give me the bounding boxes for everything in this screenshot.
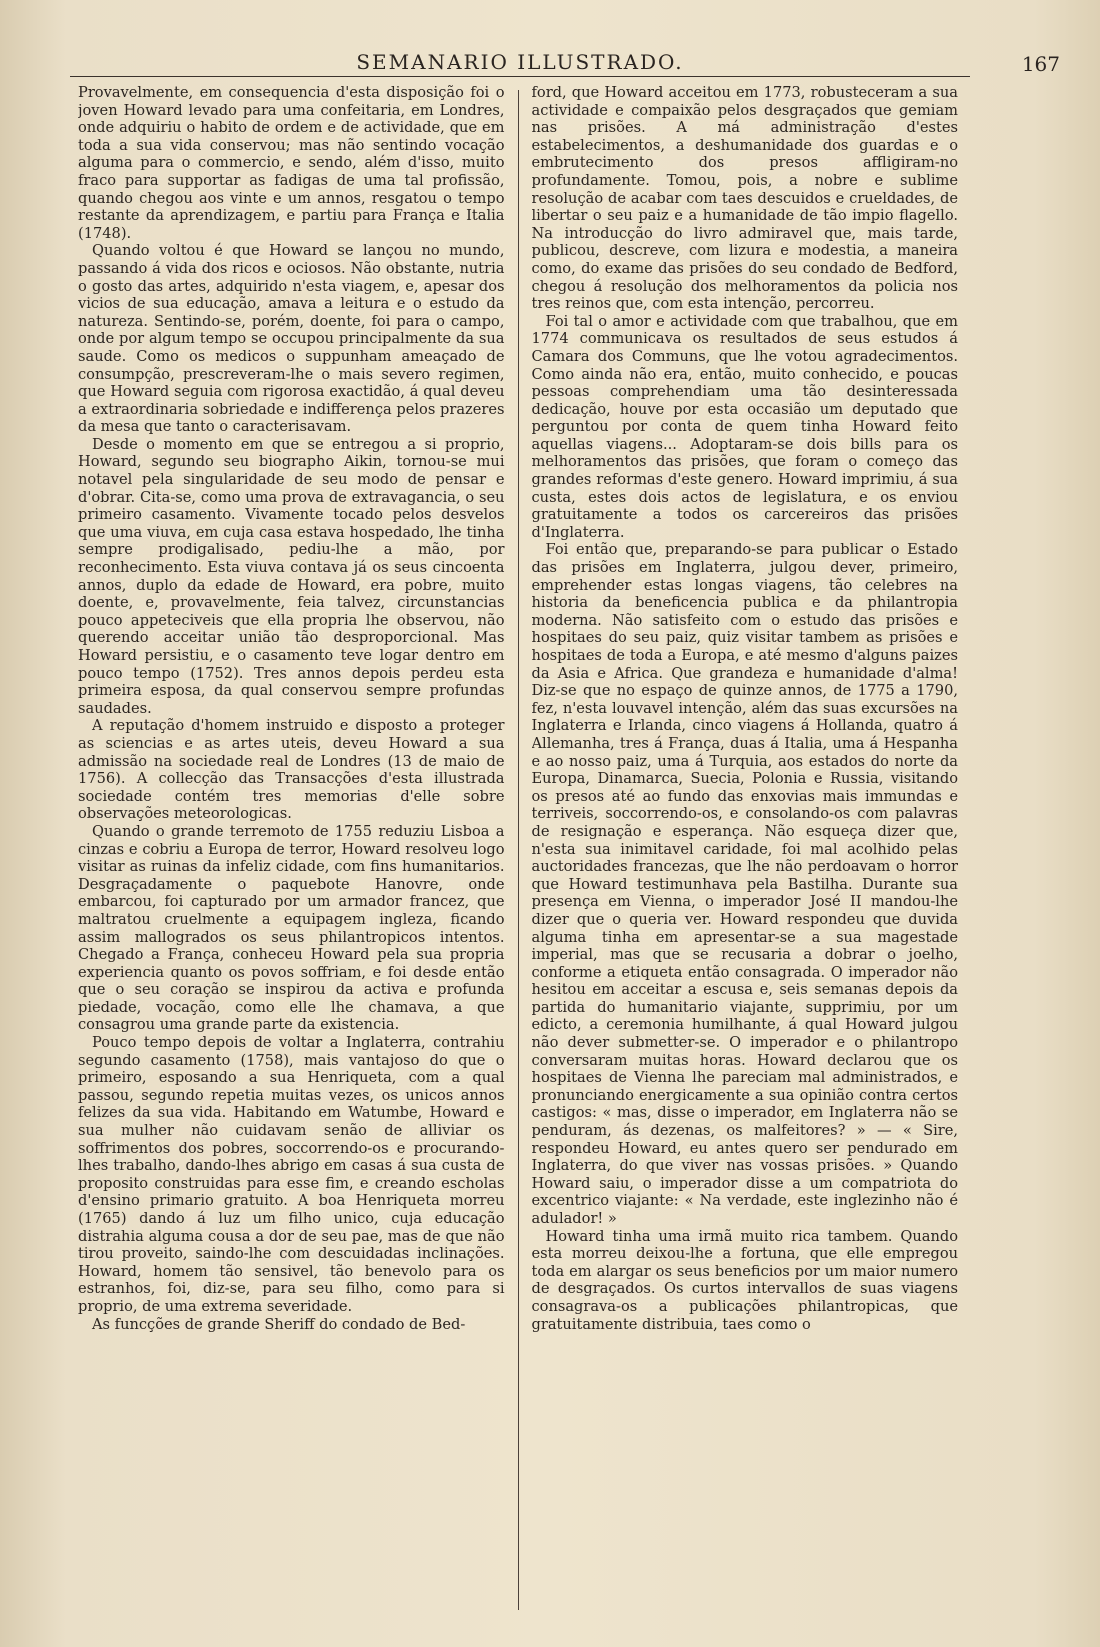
paragraph: As funcções de grande Sheriff do condado de Bed-	[92, 1315, 466, 1333]
paragraph: ford, que Howard acceitou em 1773, robusteceram a sua actividade e compaixão pelos desgraçados que gemiam nas prisões. A má administração d'estes estabelecimentos, a deshumanidade dos guardas e o embrutecimento dos presos affligiram-no profundamente. Tomou, pois, a nobre e sublime resolução de acabar com taes descuidos e crueldades, de libertar o seu paiz e a humanidade de tão impio flagello. Na introducção do livro admiravel que, mais tarde, publicou, descreve, com lizura e modestia, a maneira como, do exame das prisões do seu condado de Bedford, chegou á resolução dos melhoramentos da policia nos tres reinos que, com esta intenção, percorreu.	[531, 84, 958, 313]
paragraph: A reputação d'homem instruido e disposto a proteger as sciencias e as artes uteis, deveu Howard a sua admissão na sociedade real de Londres (13 de maio de 1756). A collecção das Transacções d'esta illustrada sociedade contém tres memorias d'elle sobre observações meteorologicas.	[78, 717, 505, 823]
page-number: 167	[1021, 52, 1060, 76]
column-rule	[518, 90, 519, 1610]
paragraph: Provavelmente, em consequencia d'esta disposição foi o joven Howard levado para uma confeitaria, em Londres, onde adquiriu o habito de ordem e de actividade, que em toda a sua vida conservou; mas não sentindo vocação alguma para o commercio, e sendo, além d'isso, muito fraco para supportar as fadigas de uma tal profissão, quando chegou aos vinte e um annos, resgatou o tempo restante da aprendizagem, e partiu para França e Italia (1748).	[78, 84, 505, 242]
paragraph: Foi então que, preparando-se para publicar o Estado das prisões em Inglaterra, julgou dever, primeiro, emprehender estas longas viagens, tão celebres na historia da beneficencia publica e da philantropia moderna. Não satisfeito com o estudo das prisões e hospitaes do seu paiz, quiz visitar tambem as prisões e hospitaes de toda a Europa, e até mesmo d'alguns paizes da Asia e Africa. Que grandeza e humanidade d'alma! Diz-se que no espaço de quinze annos, de 1775 a 1790, fez, n'esta louvavel intenção, além das suas excursões na Inglaterra e Irlanda, cinco viagens á Hollanda, quatro á Allemanha, tres á França, duas á Italia, uma á Hespanha e ao nosso paiz, uma á Turquia, aos estados do norte da Europa, Dinamarca, Suecia, Polonia e Russia, visitando os presos até ao fundo das enxovias mais immundas e terriveis, soccorrendo-os, e consolando-os com palavras de resignação e esperança. Não esqueça dizer que, n'esta sua inimitavel caridade, foi mal acolhido pelas auctoridades francezas, que lhe não perdoavam o horror que Howard testimunhava pela Bastilha. Durante sua presença em Vienna, o imperador José II mandou-lhe dizer que o queria ver. Howard respondeu que duvida alguma tinha em apresentar-se a sua magestade imperial, mas que se recusaria a dobrar o joelho, conforme a etiqueta então consagrada. O imperador não hesitou em acceitar a escusa e, seis semanas depois da partida do humanitario viajante, supprimiu, por um edicto, a ceremonia humilhante, á qual Howard julgou não dever submetter-se. O imperador e o philantropo conversaram muitas horas. Howard declarou que os hospitaes de Vienna lhe pareciam mal administrados, e pronunciando energicamente a sua opinião contra certos castigos: « mas, disse o imperador, em Inglaterra não se penduram, ás dezenas, os malfeitores? » — « Sire, respondeu Howard, eu antes quero ser pendurado em Inglaterra, do que viver nas vossas prisões. » Quando Howard saiu, o imperador disse a um compatriota do excentrico viajante: « Na verdade, este inglezinho não é adulador! »	[531, 541, 958, 1227]
paragraph: Quando voltou é que Howard se lançou no mundo, passando á vida dos ricos e ociosos. Não obstante, nutria o gosto das artes, adquirido n'esta viagem, e, apesar dos vicios de sua educação, amava a leitura e o estudo da natureza. Sentindo-se, porém, doente, foi para o campo, onde por algum tempo se occupou principalmente da sua saude. Como os medicos o suppunham ameaçado de consumpção, prescreveram-lhe o mais severo regimen, que Howard seguia com rigorosa exactidão, á qual deveu a extraordinaria sobriedade e indifferença pelos prazeres da mesa que tanto o caracterisavam.	[78, 242, 505, 436]
paragraph: Foi tal o amor e actividade com que trabalhou, que em 1774 communicava os resultados de seus estudos á Camara dos Communs, que lhe votou agradecimentos. Como ainda não era, então, muito conhecido, e poucas pessoas comprehendiam uma tão desinteressada dedicação, houve por esta occasião um deputado que perguntou por conta de quem tinha Howard feito aquellas viagens... Adoptaram-se dois bills para os melhoramentos das prisões, que foram o começo das grandes reformas d'este genero. Howard imprimiu, á sua custa, estes dois actos de legislatura, e os enviou gratuitamente a todos os carcereiros das prisões d'Inglaterra.	[531, 312, 958, 541]
paragraph: Howard tinha uma irmã muito rica tambem. Quando esta morreu deixou-lhe a fortuna, que elle empregou toda em alargar os seus beneficios por um maior numero de desgraçados. Os curtos intervallos de suas viagens consagrava-os a publicações philantropicas, que gratuitamente distribuia, taes como o	[531, 1227, 958, 1333]
running-title: SEMANARIO ILLUSTRADO.	[356, 50, 684, 74]
paragraph: Quando o grande terremoto de 1755 reduziu Lisboa a cinzas e cobriu a Europa de terror, Howard resolveu logo visitar as ruinas da infeliz cidade, com fins humanitarios. Desgraçadamente o paquebote Hanovre, onde embarcou, foi capturado por um armador francez, que maltratou cruelmente a equipagem ingleza, ficando assim mallogrados os seus philantropicos intentos. Chegado a França, conheceu Howard pela sua propria experiencia quanto os povos soffriam, e foi desde então que o seu coração se inspirou da activa e profunda piedade, vocação, como elle lhe chamava, a que consagrou uma grande parte da existencia.	[78, 822, 505, 1034]
paragraph: Pouco tempo depois de voltar a Inglaterra, contrahiu segundo casamento (1758), mais vantajoso do que o primeiro, esposando a sua Henriqueta, com a qual passou, segundo repetia muitas vezes, os unicos annos felizes da sua vida. Habitando em Watumbe, Howard e sua mulher não cuidavam senão de alliviar os soffrimentos dos pobres, soccorrendo-os e procurando-lhes trabalho, dando-lhes abrigo em casas á sua custa de proposito construidas para esse fim, e creando escholas d'ensino primario gratuito. A boa Henriqueta morreu (1765) dando á luz um filho unico, cuja educação distrahia alguma cousa a dor de seu pae, mas de que não tirou proveito, saindo-lhe com descuidadas inclinações. Howard, homem tão sensivel, tão benevolo para os estranhos, foi, diz-se, para seu filho, como para si proprio, de uma extrema severidade.	[78, 1034, 505, 1315]
paragraph: Desde o momento em que se entregou a si proprio, Howard, segundo seu biographo Aikin, tornou-se mui notavel pela singularidade de seu modo de pensar e d'obrar. Cita-se, como uma prova de extravagancia, o seu primeiro casamento. Vivamente tocado pelos desvelos que uma viuva, em cuja casa estava hospedado, lhe tinha sempre prodigalisado, pediu-lhe a mão, por reconhecimento. Esta viuva contava já os seus cincoenta annos, duplo da edade de Howard, era pobre, muito doente, e, provavelmente, feia talvez, circunstancias pouco appeteciveis que ella propria lhe observou, não querendo acceitar união tão desproporcional. Mas Howard persistiu, e o casamento teve logar dentro em pouco tempo (1752). Tres annos depois perdeu esta primeira esposa, da qual conservou sempre profundas saudades.	[78, 435, 505, 717]
right-column	[532, 84, 959, 1624]
text-columns	[78, 84, 958, 1624]
left-column	[78, 84, 505, 1624]
page-header	[70, 50, 1060, 77]
